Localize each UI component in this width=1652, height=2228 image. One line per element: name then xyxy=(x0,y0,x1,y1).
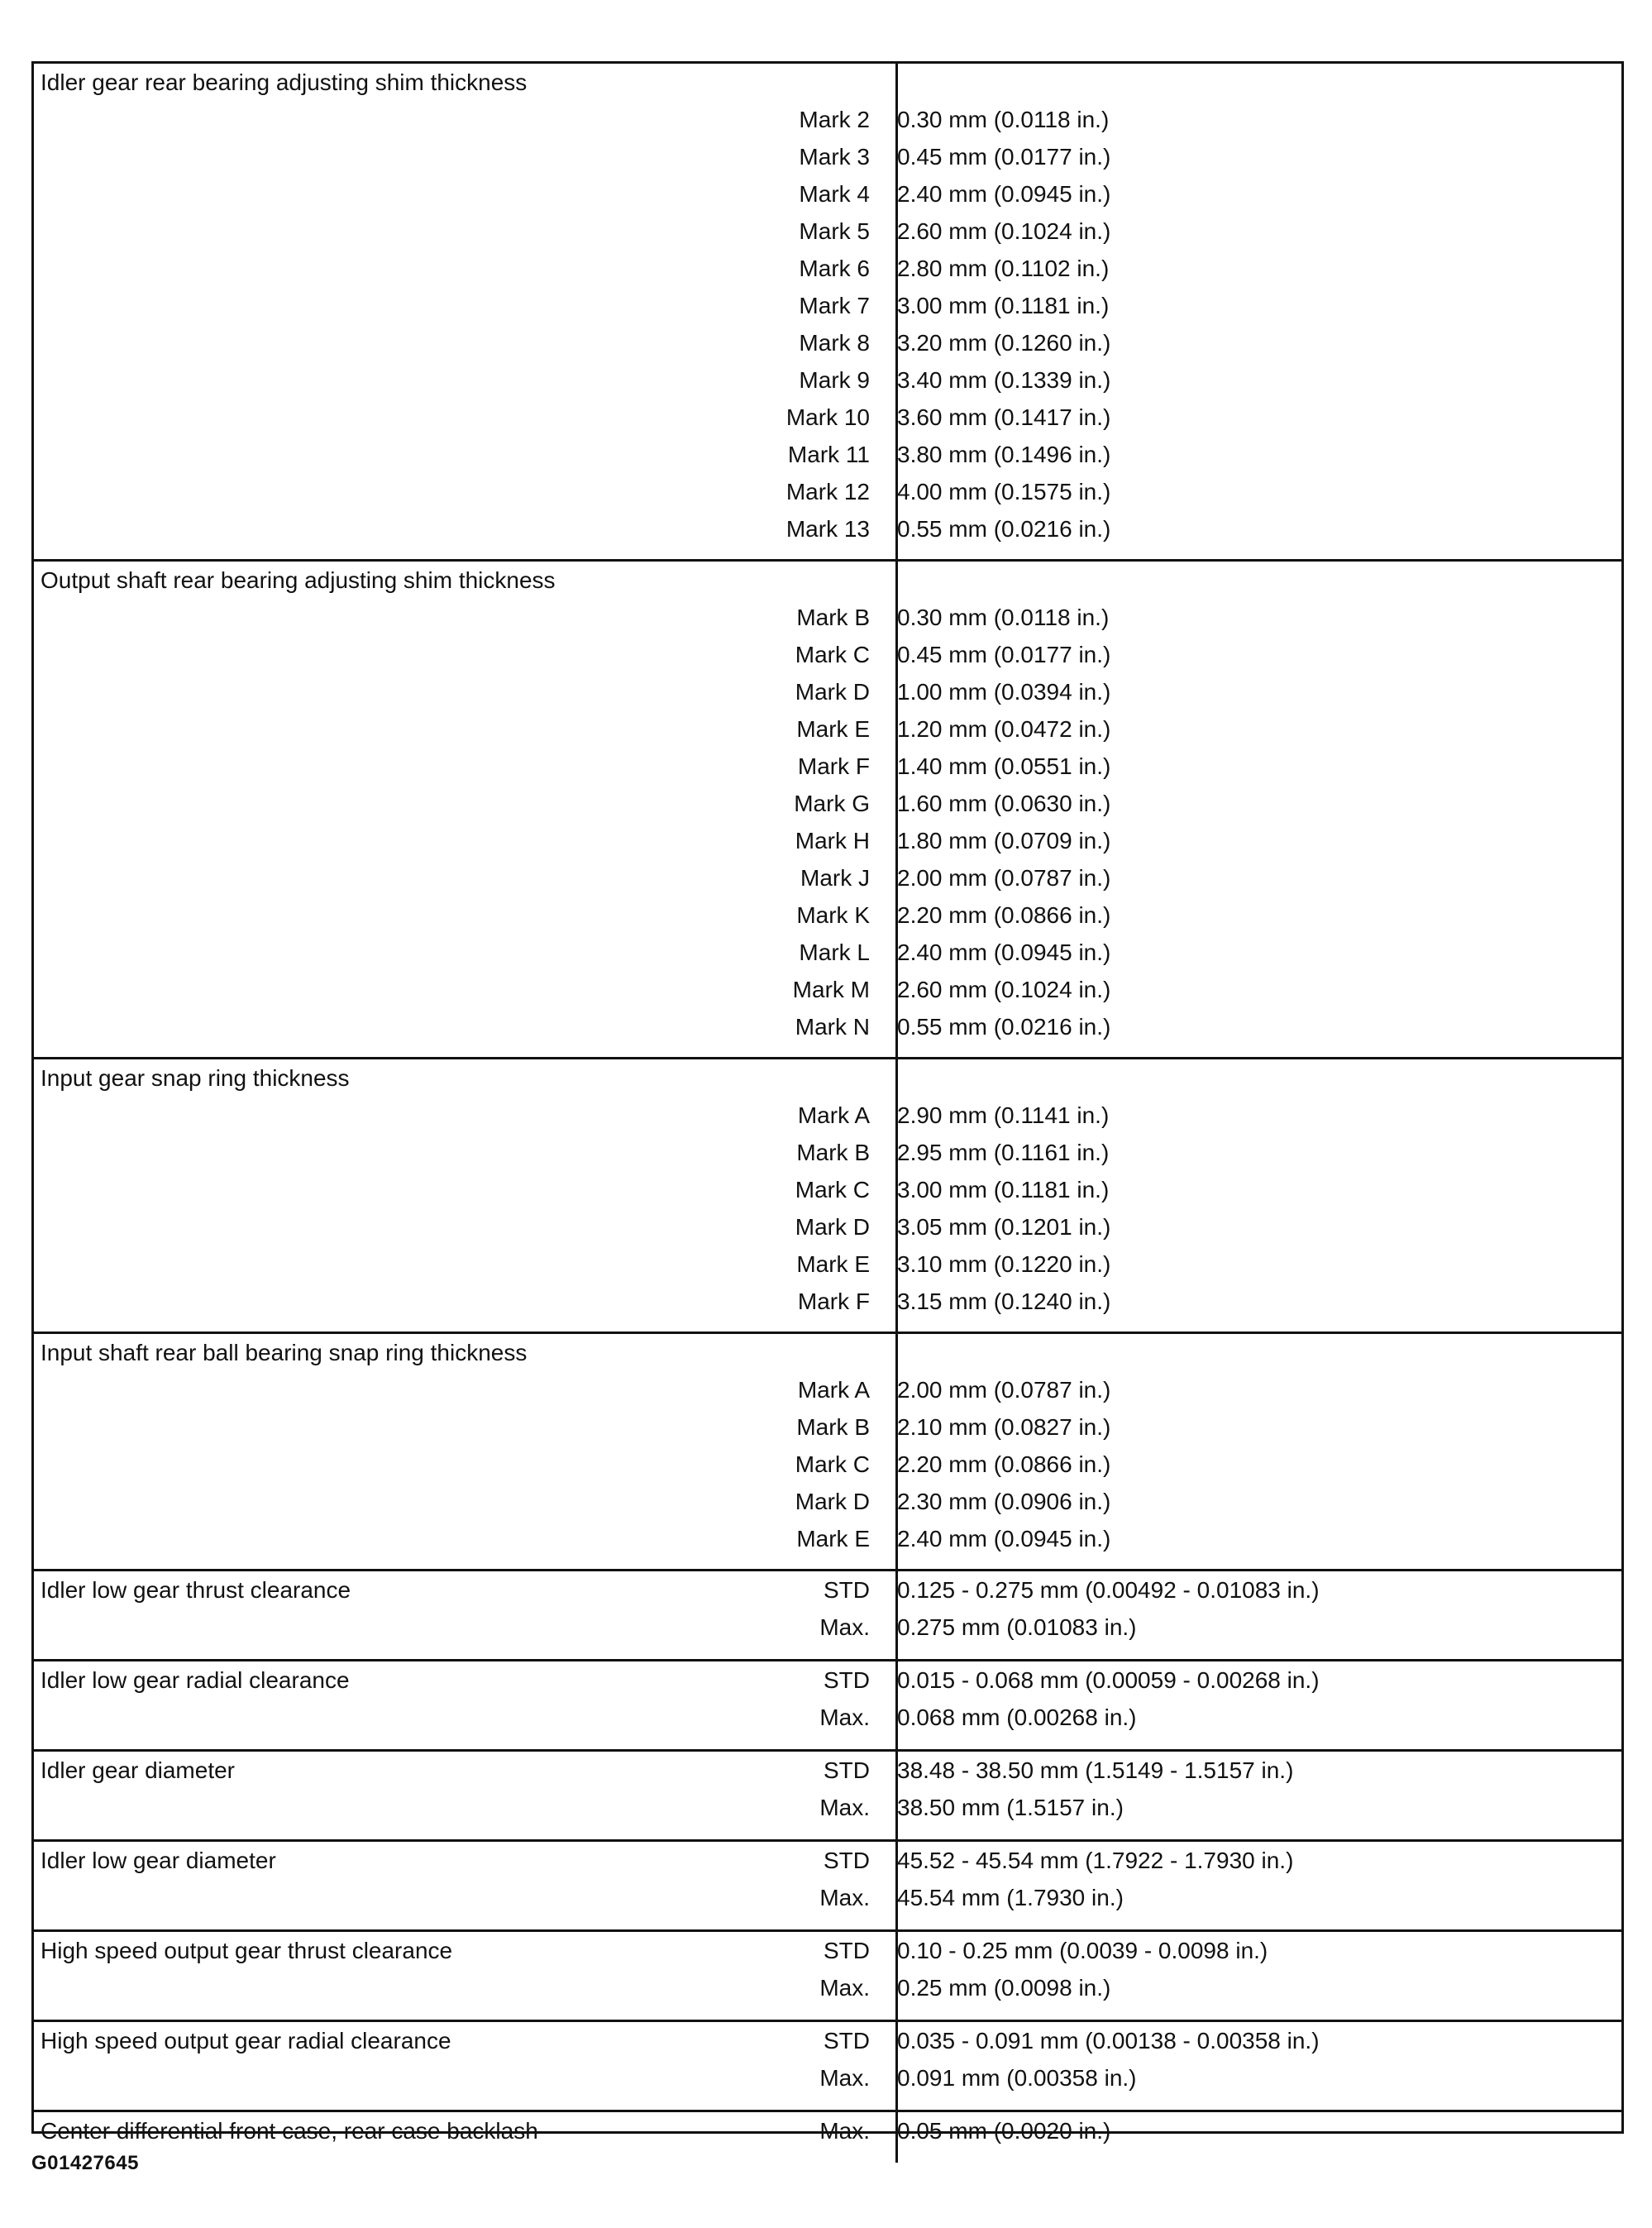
spec-row-value: 3.10 mm (0.1220 in.) xyxy=(897,1250,1111,1277)
spec-row-label: Mark D xyxy=(795,1488,870,1514)
spec-row xyxy=(34,1879,1621,1916)
spec-row xyxy=(34,785,1621,822)
spec-row xyxy=(34,138,1621,175)
spec-row-label: Mark A xyxy=(797,1376,870,1403)
spec-row-value: 1.20 mm (0.0472 in.) xyxy=(897,715,1111,742)
spec-row-value: 0.30 mm (0.0118 in.) xyxy=(897,604,1110,630)
spec-row-value: 1.80 mm (0.0709 in.) xyxy=(897,827,1111,853)
spec-row xyxy=(34,710,1621,748)
spec-row-label: STD xyxy=(824,2027,870,2053)
spec-row xyxy=(34,250,1621,287)
spec-row-value: 2.40 mm (0.0945 in.) xyxy=(897,180,1111,207)
spec-row-label: Mark 8 xyxy=(799,329,870,356)
spec-section xyxy=(34,64,1621,559)
section-title: Input shaft rear ball bearing snap ring thickness xyxy=(41,1340,528,1365)
spec-row-label: STD xyxy=(824,1937,870,1963)
spec-row-label: Mark A xyxy=(797,1102,870,1128)
spec-row-label: Mark N xyxy=(795,1013,870,1040)
spec-row xyxy=(34,599,1621,636)
spec-row-value: 2.90 mm (0.1141 in.) xyxy=(897,1102,1110,1128)
section-title: Output shaft rear bearing adjusting shim thickness xyxy=(41,567,556,593)
spec-row xyxy=(34,859,1621,896)
spec-row-value: 0.068 mm (0.00268 in.) xyxy=(897,1704,1137,1730)
spec-row-label: Max. xyxy=(819,1614,870,1640)
spec-row-value: 2.00 mm (0.0787 in.) xyxy=(897,864,1111,891)
spec-row-label: Max. xyxy=(819,1974,870,2001)
spec-row-label: Mark F xyxy=(797,1288,870,1314)
spec-row-label: Mark 10 xyxy=(785,404,870,430)
spec-row-label: Mark B xyxy=(796,604,870,630)
section-title: High speed output gear radial clearance xyxy=(41,2028,451,2053)
spec-row xyxy=(34,287,1621,324)
spec-row-value: 0.25 mm (0.0098 in.) xyxy=(897,1974,1111,2001)
spec-row-label: Mark 13 xyxy=(785,515,870,542)
spec-row-value: 1.60 mm (0.0630 in.) xyxy=(897,790,1111,816)
spec-row-value: 3.05 mm (0.1201 in.) xyxy=(897,1213,1111,1240)
spec-row-label: Mark K xyxy=(796,901,870,928)
spec-row xyxy=(34,101,1621,138)
spec-row-value: 0.015 - 0.068 mm (0.00059 - 0.00268 in.) xyxy=(897,1666,1320,1693)
spec-row-label: Mark C xyxy=(795,1451,870,1477)
spec-section xyxy=(34,1839,1621,1929)
spec-row-value: 45.54 mm (1.7930 in.) xyxy=(897,1884,1124,1910)
spec-row xyxy=(34,1520,1621,1557)
spec-row-label: Mark H xyxy=(795,827,870,853)
spec-row-value: 0.45 mm (0.0177 in.) xyxy=(897,143,1111,170)
spec-row-label: STD xyxy=(824,1666,870,1693)
spec-row-value: 0.55 mm (0.0216 in.) xyxy=(897,1013,1111,1040)
spec-row xyxy=(34,175,1621,213)
spec-row xyxy=(34,1752,1621,1789)
spec-row-value: 2.60 mm (0.1024 in.) xyxy=(897,976,1111,1002)
spec-row-label: Mark 12 xyxy=(785,478,870,504)
spec-row-label: Mark D xyxy=(795,678,870,705)
spec-row xyxy=(34,636,1621,673)
spec-row xyxy=(34,1371,1621,1408)
spec-row-value: 3.20 mm (0.1260 in.) xyxy=(897,329,1111,356)
spec-row-label: Max. xyxy=(819,2117,870,2144)
spec-row xyxy=(34,1969,1621,2006)
spec-row-label: Mark C xyxy=(795,1176,870,1202)
spec-row-label: Mark 4 xyxy=(799,180,870,207)
spec-row xyxy=(34,1283,1621,1320)
spec-row-label: Mark E xyxy=(796,1525,870,1551)
spec-row xyxy=(34,510,1621,547)
spec-row-label: Mark 2 xyxy=(799,106,870,132)
spec-row xyxy=(34,1097,1621,1134)
spec-row-label: Mark D xyxy=(795,1213,870,1240)
spec-row-value: 0.45 mm (0.0177 in.) xyxy=(897,641,1111,667)
spec-row-value: 2.95 mm (0.1161 in.) xyxy=(897,1139,1110,1165)
spec-row-value: 2.30 mm (0.0906 in.) xyxy=(897,1488,1111,1514)
spec-row-label: Mark G xyxy=(794,790,870,816)
spec-row-value: 0.30 mm (0.0118 in.) xyxy=(897,106,1110,132)
spec-row-value: 0.125 - 0.275 mm (0.00492 - 0.01083 in.) xyxy=(897,1576,1320,1603)
spec-row xyxy=(34,1245,1621,1283)
spec-row xyxy=(34,971,1621,1008)
spec-row-value: 2.20 mm (0.0866 in.) xyxy=(897,901,1111,928)
spec-row-value: 1.40 mm (0.0551 in.) xyxy=(897,753,1111,779)
spec-row xyxy=(34,473,1621,510)
spec-row-label: Max. xyxy=(819,2064,870,2091)
section-title: Center differential front case, rear case backlash xyxy=(41,2118,538,2144)
section-title: Idler gear diameter xyxy=(41,1757,236,1783)
spec-row xyxy=(34,361,1621,399)
spec-row-value: 2.40 mm (0.0945 in.) xyxy=(897,1525,1111,1551)
spec-section xyxy=(34,1659,1621,1749)
section-title: Idler low gear thrust clearance xyxy=(41,1577,351,1603)
spec-row-value: 2.40 mm (0.0945 in.) xyxy=(897,939,1111,965)
spec-row xyxy=(34,1408,1621,1446)
spec-row xyxy=(34,324,1621,361)
section-title: Idler low gear radial clearance xyxy=(41,1667,350,1693)
spec-row-value: 0.55 mm (0.0216 in.) xyxy=(897,515,1111,542)
spec-row xyxy=(34,1446,1621,1483)
spec-row-label: Mark B xyxy=(796,1413,870,1440)
spec-section xyxy=(34,1332,1621,1569)
spec-row-label: Mark 11 xyxy=(787,441,870,467)
spec-row-value: 3.00 mm (0.1181 in.) xyxy=(897,292,1110,318)
figure-code: G01427645 xyxy=(31,2152,139,2174)
spec-row-label: Mark 3 xyxy=(799,143,870,170)
spec-row-label: Max. xyxy=(819,1704,870,1730)
spec-section xyxy=(34,1569,1621,1659)
spec-row-value: 0.091 mm (0.00358 in.) xyxy=(897,2064,1137,2091)
spec-row xyxy=(34,2059,1621,2097)
spec-row-value: 3.60 mm (0.1417 in.) xyxy=(897,404,1111,430)
spec-row xyxy=(34,399,1621,436)
section-title: Idler gear rear bearing adjusting shim thickness xyxy=(41,69,528,95)
spec-row-label: Mark E xyxy=(796,1250,870,1277)
spec-row-label: Mark 5 xyxy=(799,218,870,244)
spec-section xyxy=(34,2020,1621,2110)
spec-row-value: 0.035 - 0.091 mm (0.00138 - 0.00358 in.) xyxy=(897,2027,1320,2053)
spec-row-label: STD xyxy=(824,1757,870,1783)
spec-row-label: STD xyxy=(824,1576,870,1603)
spec-row-value: 2.20 mm (0.0866 in.) xyxy=(897,1451,1111,1477)
spec-section xyxy=(34,559,1621,1057)
spec-section xyxy=(34,1057,1621,1332)
spec-row xyxy=(34,748,1621,785)
spec-row xyxy=(34,436,1621,473)
spec-row-value: 3.80 mm (0.1496 in.) xyxy=(897,441,1111,467)
spec-row xyxy=(34,1609,1621,1646)
spec-row-value: 3.00 mm (0.1181 in.) xyxy=(897,1176,1110,1202)
spec-row xyxy=(34,1008,1621,1045)
spec-row-label: Mark 7 xyxy=(799,292,870,318)
spec-row-label: Mark L xyxy=(799,939,870,965)
spec-row-value: 2.80 mm (0.1102 in.) xyxy=(897,255,1110,281)
section-title: High speed output gear thrust clearance xyxy=(41,1938,453,1963)
spec-row-value: 0.10 - 0.25 mm (0.0039 - 0.0098 in.) xyxy=(897,1937,1268,1963)
spec-row-value: 2.60 mm (0.1024 in.) xyxy=(897,218,1111,244)
spec-row-label: STD xyxy=(824,1847,870,1873)
spec-row-value: 38.50 mm (1.5157 in.) xyxy=(897,1794,1124,1820)
spec-section xyxy=(34,1929,1621,2020)
spec-row xyxy=(34,1134,1621,1171)
spec-row-label: Mark J xyxy=(800,864,870,891)
spec-row xyxy=(34,934,1621,971)
spec-row-value: 2.00 mm (0.0787 in.) xyxy=(897,1376,1111,1403)
section-title: Input gear snap ring thickness xyxy=(41,1065,350,1091)
spec-row xyxy=(34,213,1621,250)
spec-row-value: 3.15 mm (0.1240 in.) xyxy=(897,1288,1111,1314)
spec-row-value: 0.05 mm (0.0020 in.) xyxy=(897,2117,1111,2144)
spec-row xyxy=(34,1699,1621,1736)
spec-row-value: 4.00 mm (0.1575 in.) xyxy=(897,478,1111,504)
spec-table xyxy=(31,61,1624,2144)
spec-row xyxy=(34,1483,1621,1520)
section-title: Idler low gear diameter xyxy=(41,1848,276,1873)
spec-section xyxy=(34,2110,1621,2163)
spec-row-label: Mark C xyxy=(795,641,870,667)
spec-row-label: Max. xyxy=(819,1884,870,1910)
spec-row-value: 3.40 mm (0.1339 in.) xyxy=(897,366,1111,393)
spec-row-value: 2.10 mm (0.0827 in.) xyxy=(897,1413,1111,1440)
spec-row-label: Mark B xyxy=(796,1139,870,1165)
spec-row-label: Mark F xyxy=(797,753,870,779)
spec-row xyxy=(34,1208,1621,1245)
spec-row xyxy=(34,822,1621,859)
spec-row-label: Mark 9 xyxy=(799,366,870,393)
spec-row xyxy=(34,1789,1621,1826)
spec-row-value: 45.52 - 45.54 mm (1.7922 - 1.7930 in.) xyxy=(897,1847,1294,1873)
spec-row xyxy=(34,1171,1621,1208)
spec-section xyxy=(34,1749,1621,1839)
spec-row xyxy=(34,673,1621,710)
spec-row-value: 1.00 mm (0.0394 in.) xyxy=(897,678,1111,705)
spec-row-label: Mark M xyxy=(792,976,870,1002)
spec-row-label: Mark E xyxy=(796,715,870,742)
spec-row-value: 38.48 - 38.50 mm (1.5149 - 1.5157 in.) xyxy=(897,1757,1294,1783)
spec-row-label: Max. xyxy=(819,1794,870,1820)
spec-row-value: 0.275 mm (0.01083 in.) xyxy=(897,1614,1137,1640)
spec-row xyxy=(34,896,1621,934)
spec-row-label: Mark 6 xyxy=(799,255,870,281)
